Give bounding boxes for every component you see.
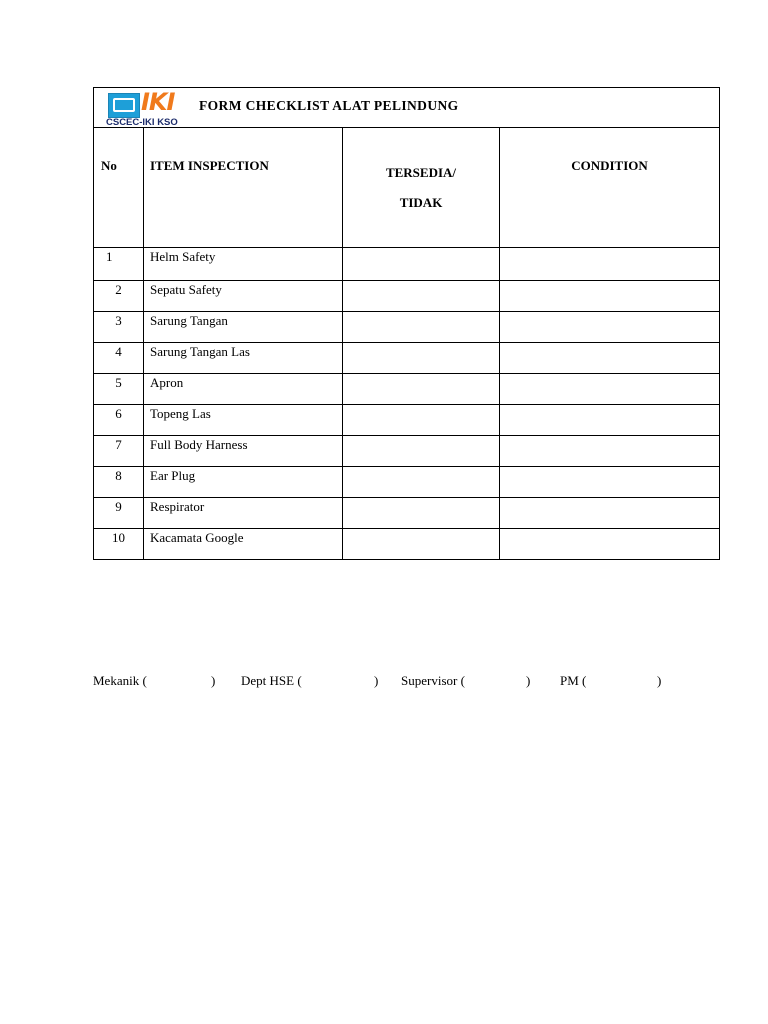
form-title: FORM CHECKLIST ALAT PELINDUNG [199,98,459,113]
row-condition-cell[interactable] [500,436,720,467]
row-item-name: Ear Plug [144,467,343,498]
row-condition-cell[interactable] [500,374,720,405]
header-tersedia-line1: TERSEDIA/ [385,165,457,180]
logo-brand: IKI [141,88,175,116]
row-tersedia-cell[interactable] [343,374,500,405]
row-condition-cell[interactable] [500,343,720,374]
row-tersedia-cell[interactable] [343,405,500,436]
signature-label: Mekanik ( [93,673,147,688]
header-condition: CONDITION [500,128,720,248]
row-condition-cell[interactable] [500,405,720,436]
row-number: 7 [94,436,144,467]
row-tersedia-cell[interactable] [343,498,500,529]
row-number: 1 [94,248,144,281]
header-tersedia-line2: TIDAK [399,195,443,210]
row-item-name: Kacamata Google [144,529,343,560]
row-condition-cell[interactable] [500,281,720,312]
row-tersedia-cell[interactable] [343,312,500,343]
header-tersedia [343,128,500,248]
row-item-name: Full Body Harness [144,436,343,467]
row-condition-cell[interactable] [500,498,720,529]
row-item-name: Topeng Las [144,405,343,436]
row-tersedia-cell[interactable] [343,436,500,467]
row-condition-cell[interactable] [500,248,720,281]
row-number: 5 [94,374,144,405]
row-item-name: Sarung Tangan Las [144,343,343,374]
table-row [94,343,720,374]
row-tersedia-cell[interactable] [343,248,500,281]
table-row [94,405,720,436]
checklist-form [93,87,719,560]
row-number: 8 [94,467,144,498]
row-item-name: Helm Safety [144,248,343,281]
row-tersedia-cell[interactable] [343,529,500,560]
table-row [94,312,720,343]
row-item-name: Sepatu Safety [144,281,343,312]
row-number: 2 [94,281,144,312]
form-header [94,88,720,128]
signature-label: Dept HSE ( [241,673,302,688]
row-item-name: Sarung Tangan [144,312,343,343]
row-condition-cell[interactable] [500,312,720,343]
row-tersedia-cell[interactable] [343,343,500,374]
table-row [94,374,720,405]
row-condition-cell[interactable] [500,467,720,498]
company-logo [106,88,201,128]
checklist-table [93,87,720,560]
table-header-row [94,128,720,248]
header-no: No [94,128,144,248]
logo-mark-icon [108,93,140,118]
table-row [94,467,720,498]
header-item-inspection: ITEM INSPECTION [144,128,343,248]
signature-close: ) [374,673,379,688]
row-item-name: Respirator [144,498,343,529]
table-row [94,281,720,312]
row-tersedia-cell[interactable] [343,467,500,498]
row-number: 9 [94,498,144,529]
row-number: 6 [94,405,144,436]
logo-subtitle: CSCEC-IKI KSO [106,117,178,128]
table-row [94,498,720,529]
table-row [94,529,720,560]
row-number: 10 [94,529,144,560]
signature-label: Supervisor ( [401,673,465,688]
row-condition-cell[interactable] [500,529,720,560]
row-number: 3 [94,312,144,343]
table-row [94,248,720,281]
signature-close: ) [211,673,216,688]
signature-close: ) [657,673,662,688]
signature-label: PM ( [560,673,587,688]
row-tersedia-cell[interactable] [343,281,500,312]
table-row [94,436,720,467]
row-item-name: Apron [144,374,343,405]
signature-close: ) [526,673,531,688]
row-number: 4 [94,343,144,374]
